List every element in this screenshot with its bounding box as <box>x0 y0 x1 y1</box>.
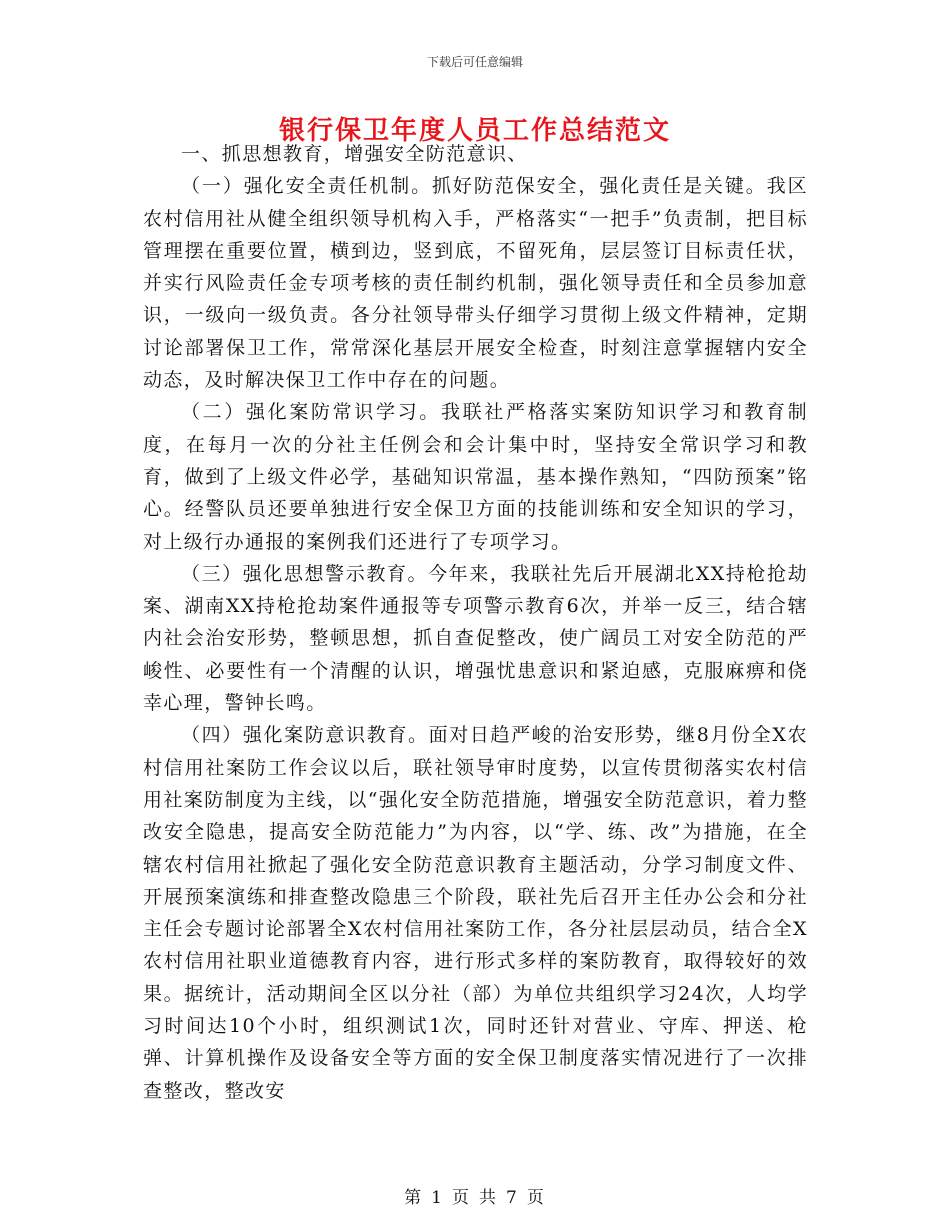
footer-page-word: 第 <box>404 1188 424 1208</box>
header-note: 下载后可任意编辑 <box>426 55 523 69</box>
document-body <box>143 138 808 1107</box>
paragraph-knowledge-study: （二）强化案防常识学习。我联社严格落实案防知识学习和教育制度，在每月一次的分社主任例会和会计集中时，坚持安全常识学习和教育，做到了上级文件必学，基础知识常温，基本操作熟知，“四防预案”铭心。经警队员还要单独进行安全保卫方面的技能训练和安全知识的学习，对上级行办通报的案例我们还进行了专项学习。 <box>143 401 808 553</box>
footer-total-pages: 7 <box>506 1188 519 1208</box>
paragraph-responsibility: （一）强化安全责任机制。抓好防范保安全，强化责任是关键。我区农村信用社从健全组织领导机构入手，严格落实“一把手”负责制，把目标管理摆在重要位置，横到边，竖到底，不留死角，层层签订目标责任状，并实行风险责任金专项考核的责任制约机制，强化领导责任和全员参加意识，一级向一级负责。各分社领导带头仔细学习贯彻上级文件精神，定期讨论部署保卫工作，常常深化基层开展安全检查，时刻注意掌握辖内安全动态，及时解决保卫工作中存在的问题。 <box>143 175 808 392</box>
footer-page-number: 1 <box>431 1188 444 1208</box>
footer-total-word: 共 <box>479 1188 498 1208</box>
paragraph-warning-education: （三）强化思想警示教育。今年来，我联社先后开展湖北XX持枪抢劫案、湖南XX持枪抢劫案件通报等专项警示教育6次，并举一反三，结合辖内社会治安形势，整顿思想，抓自查促整改，使广阔员工对安全防范的严峻性、必要性有一个清醒的认识，增强忧患意识和紧迫感，克服麻痹和侥幸心理，警钟长鸣。 <box>143 562 808 715</box>
document-title: 银行保卫年度人员工作总结范文 <box>278 116 671 146</box>
footer-total-unit: 页 <box>526 1188 546 1208</box>
section-heading: 一、抓思想教育，增强安全防范意识、 <box>181 143 528 165</box>
footer-page-unit: 页 <box>452 1188 471 1208</box>
paragraph-awareness-education: （四）强化案防意识教育。面对日趋严峻的治安形势，继8月份全X农村信用社案防工作会议以后，联社领导审时度势，以宣传贯彻落实农村信用社案防制度为主线，以“强化安全防范措施，增强安全防范意识，着力整改安全隐患，提高安全防范能力”为内容，以“学、练、改”为措施，在全辖农村信用社掀起了强化安全防范意识教育主题活动，分学习制度文件、开展预案演练和排查整改隐患三个阶段，联社先后召开主任办公会和分社主任会专题讨论部署全X农村信用社案防工作，各分社层层动员，结合全X农村信用社职业道德教育内容，进行形式多样的案防教育，取得较好的效果。据统计，活动期间全区以分社（部）为单位共组织学习24次，人均学习时间达10个小时，组织测试1次，同时还针对营业、守库、押送、枪弹、计算机操作及设备安全等方面的安全保卫制度落实情况进行了一次排查整改，整改安 <box>143 724 808 1102</box>
page-footer <box>0 1183 950 1208</box>
